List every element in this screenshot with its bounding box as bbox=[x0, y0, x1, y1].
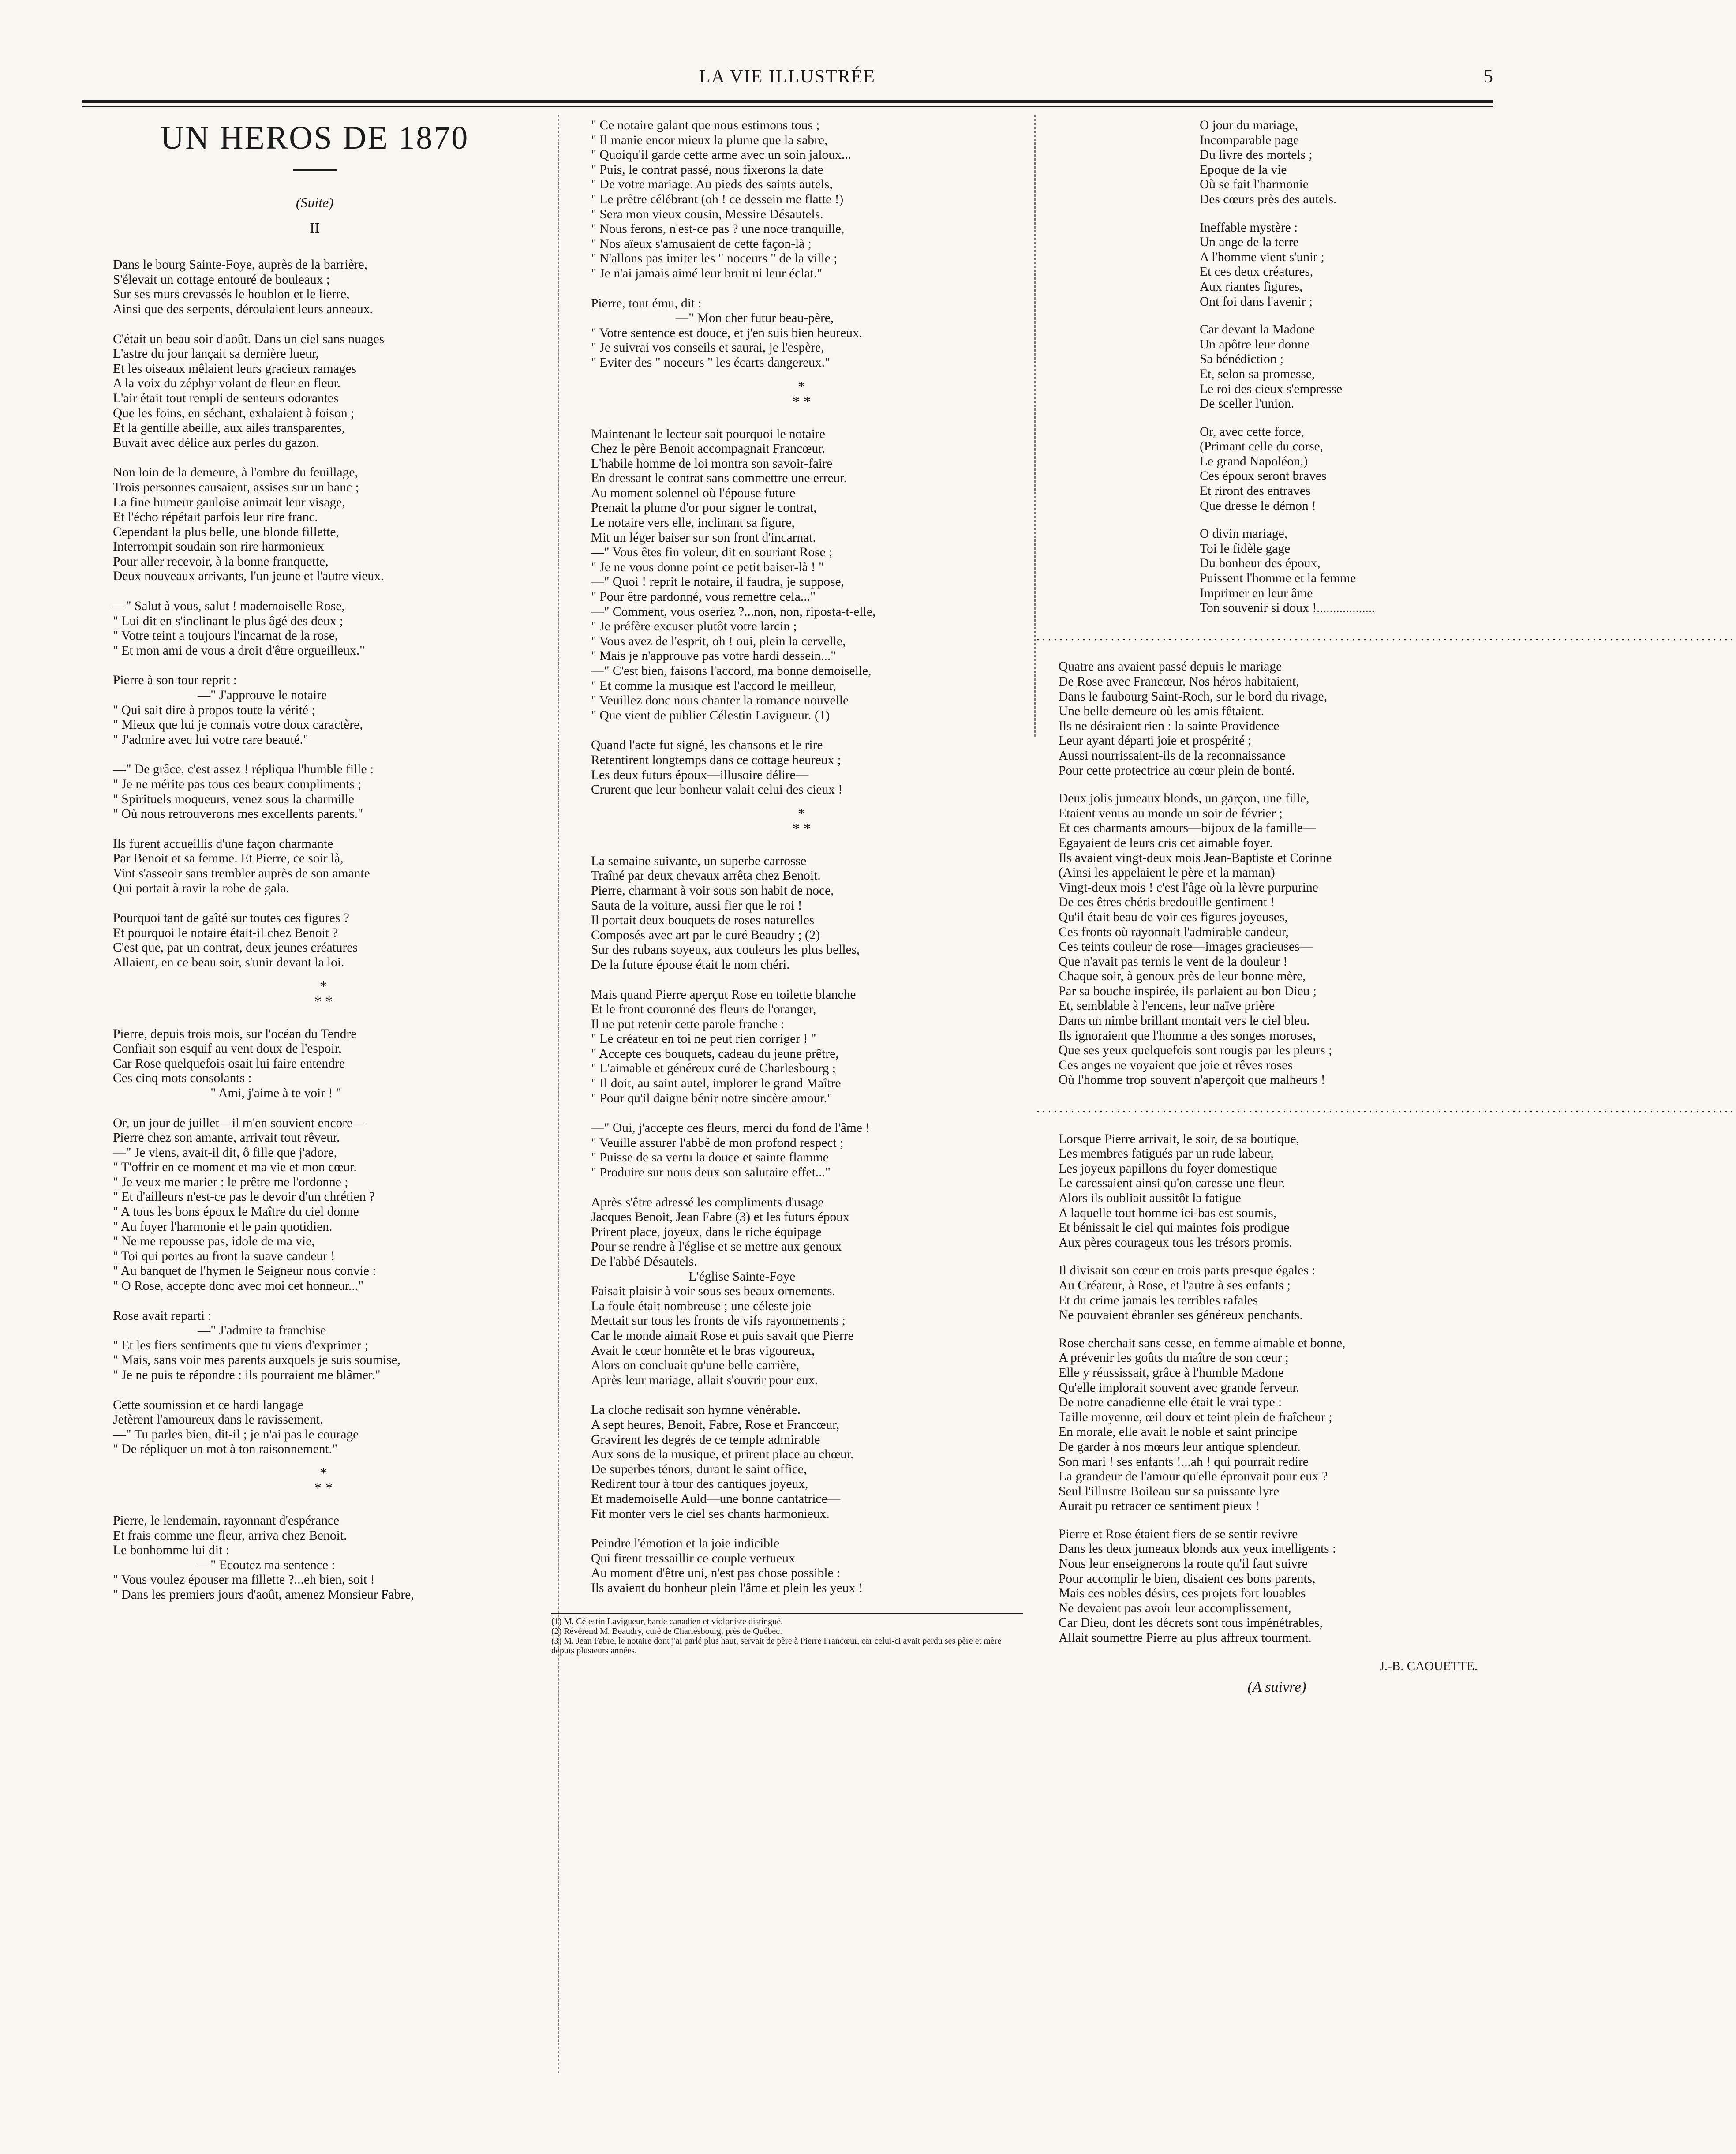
stanza: Car devant la Madone Un apôtre leur donne Sa bénédiction ; Et, selon sa promesse, Le roi des cieux s'empresse De sceller l'union. bbox=[1200, 322, 1343, 411]
stanza: Or, un jour de juillet—il m'en souvient encore— Pierre chez son amante, arrivait tout rêveur. —" Je viens, avait-il dit, ô fille que j'adore, " T'offrir en ce moment et ma vie et mon cœur. " Je veux me marier : le prêtre me l'ordonne ; " Et d'ailleurs n'est-ce pas le devoir d'un chrétien ? " A tous les bons époux le Maître du ciel donne " Au foyer l'harmonie et le pain quotidien. " Ne me repousse pas, idole de ma vie, " Toi qui portes au front la suave candeur ! " Au banquet de l'hymen le Seigneur nous convie : " O Rose, accepte donc avec moi cet honneur..." bbox=[113, 1116, 376, 1293]
stanza: Or, avec cette force, (Primant celle du corse, Le grand Napoléon,) Ces époux seront braves Et riront des entraves Que dresse le démon ! bbox=[1200, 424, 1327, 513]
stanza: Pierre, le lendemain, rayonnant d'espérance Et frais comme une fleur, arriva chez Benoit. Le bonhomme lui dit : —" Ecoutez ma sentence : " Vous voulez épouser ma fillette ?...eh bien, soit ! " Dans les premiers jours d'août, amenez Monsieur Fabre, bbox=[113, 1513, 414, 1602]
stanza: —" De grâce, c'est assez ! répliqua l'humble fille : " Je ne mérite pas tous ces beaux compliments ; " Spirituels moqueurs, venez sous la charmille " Où nous retrouverons mes excellents parents." bbox=[113, 762, 374, 821]
footnote: (2) Révérend M. Beaudry, curé de Charlesbourg, près de Québec. bbox=[551, 1626, 782, 1637]
header-rule-thick bbox=[82, 100, 1493, 103]
section-number: II bbox=[310, 220, 320, 236]
page-number: 5 bbox=[1484, 67, 1493, 87]
stanza: Peindre l'émotion et la joie indicible Qui firent tressaillir ce couple vertueux Au moment d'être uni, n'est pas chose possible : Ils avaient du bonheur plein l'âme et plein les yeux ! bbox=[591, 1536, 863, 1595]
stanza: Quatre ans avaient passé depuis le mariage De Rose avec Francœur. Nos héros habitaient, Dans le faubourg Saint-Roch, sur le bord du rivage, Une belle demeure où les amis fêtaient. Ils ne désiraient rien : la sainte Providence Leur ayant départi joie et prospérité ; Aussi nourrissaient-ils de la reconnaissance Pour cette protectrice au cœur plein de bonté. bbox=[1059, 659, 1327, 778]
header-rule-thin bbox=[82, 106, 1493, 107]
stanza: " Ce notaire galant que nous estimons tous ; " Il manie encor mieux la plume que la sabre, " Quoiqu'il garde cette arme avec un soin jaloux... " Puis, le contrat passé, nous fixerons la date " De votre mariage. Au pieds des saints autels, " Le prêtre célébrant (oh ! ce dessein me flatte !) " Sera mon vieux cousin, Messire Désautels. " Nous ferons, n'est-ce pas ? une noce tranquille, " Nos aïeux s'amusaient de cette façon-là ; " N'allons pas imiter les " noceurs " de la ville ; " Je n'ai jamais aimé leur bruit ni leur éclat." bbox=[591, 118, 851, 281]
stanza: Ineffable mystère : Un ange de la terre A l'homme vient s'unir ; Et ces deux créatures, Aux riantes figures, Ont foi dans l'avenir ; bbox=[1200, 220, 1324, 309]
stanza: La semaine suivante, un superbe carrosse Traîné par deux chevaux arrêta chez Benoit. Pierre, charmant à voir sous son habit de noce, Sauta de la voiture, aussi fier que le roi ! Il portait deux bouquets de roses naturelles Composés avec art par le curé Beaudry ; (2) Sur des rubans soyeux, aux couleurs les plus belles, De la future épouse était le nom chéri. bbox=[591, 854, 860, 972]
to-be-continued: (A suivre) bbox=[1247, 1679, 1306, 1696]
stanza: Cette soumission et ce hardi langage Jetèrent l'amoureux dans le ravissement. —" Tu parles bien, dit-il ; je n'ai pas le courage " De répliquer un mot à ton raisonnement." bbox=[113, 1397, 359, 1457]
section-break-stars: * * * bbox=[314, 978, 333, 1010]
article-subtitle: (Suite) bbox=[296, 195, 334, 210]
column-2 bbox=[551, 118, 1012, 1656]
stanza: Non loin de la demeure, à l'ombre du feuillage, Trois personnes causaient, assises sur un banc ; La fine humeur gauloise animait leur visage, Et l'écho répétait parfois leur rire franc. Cependant la plus belle, une blonde fillette, Interrompit soudain son rire harmonieux Pour aller recevoir, à la bonne franquette, Deux nouveaux arrivants, l'un jeune et l'autre vieux. bbox=[113, 465, 384, 584]
column-separator bbox=[1034, 115, 1036, 737]
column-separator bbox=[558, 115, 559, 2073]
page-header bbox=[82, 66, 1493, 93]
stanza: La cloche redisait son hymne vénérable. A sept heures, Benoit, Fabre, Rose et Francœur, Gravirent les degrés de ce temple admirable Aux sons de la musique, et prirent place au chœur. De superbes ténors, durant le saint office, Redirent tour à tour des cantiques joyeux, Et mademoiselle Auld—une bonne cantatrice— Fit monter vers le ciel ses chants harmonieux. bbox=[591, 1403, 854, 1521]
stanza: Lorsque Pierre arrivait, le soir, de sa boutique, Les membres fatigués par un rude labeur, Les joyeux papillons du foyer domestique Le caressaient ainsi qu'on caresse une fleur. Alors ils oubliait aussitôt la fatigue A laquelle tout homme ici-bas est soumis, Et bénissait le ciel qui maintes fois prodigue Aux pères courageux tous les trésors promis. bbox=[1059, 1131, 1300, 1250]
stanza: Pourquoi tant de gaîté sur toutes ces figures ? Et pourquoi le notaire était-il chez Benoit ? C'est que, par un contrat, deux jeunes créatures Allaient, en ce beau soir, s'unir devant la loi. bbox=[113, 911, 358, 970]
section-break-stars: * * * bbox=[792, 805, 811, 837]
stanza: Pierre, tout ému, dit : —" Mon cher futur beau-père, " Votre sentence est douce, et j'en suis bien heureux. " Je suivrai vos conseils et saurai, je l'espère, " Eviter des " noceurs " les écarts dangereux." bbox=[591, 296, 863, 370]
column-1 bbox=[113, 118, 534, 1603]
stanza: Quand l'acte fut signé, les chansons et le rire Retentirent longtemps dans ce cottage heureux ; Les deux futurs époux—illusoire délire— Crurent que leur bonheur valait celui des cieux ! bbox=[591, 738, 843, 797]
stanza: Mais quand Pierre aperçut Rose en toilette blanche Et le front couronné des fleurs de l'oranger, Il ne put retenir cette parole franche : " Le créateur en toi ne peut rien corriger ! " " Accepte ces bouquets, cadeau du jeune prêtre, " L'aimable et généreux curé de Charlesbourg ; " Il doit, au saint autel, implorer le grand Maître " Pour qu'il daigne bénir notre sincère amour." bbox=[591, 987, 856, 1105]
stanza: O jour du mariage, Incomparable page Du livre des mortels ; Epoque de la vie Où se fait l'harmonie Des cœurs près des autels. bbox=[1200, 118, 1337, 206]
dotted-separator: .......................................................................................................................... bbox=[1036, 629, 1736, 643]
title-rule bbox=[293, 169, 337, 171]
footnotes bbox=[551, 1613, 1023, 1656]
stanza: Rose avait reparti : —" J'admire ta franchise " Et les fiers sentiments que tu viens d'exprimer ; " Mais, sans voir mes parents auxquels je suis soumise, " Je ne puis te répondre : ils pourraient me blâmer." bbox=[113, 1308, 400, 1382]
stanza: Après s'être adressé les compliments d'usage Jacques Benoit, Jean Fabre (3) et les futurs époux Prirent place, joyeux, dans le riche équipage Pour se rendre à l'église et se mettre aux genoux De l'abbé Désautels. L'église Sainte-Foye Faisait plaisir à voir sous ses beaux ornements. La foule était nombreuse ; une céleste joie Mettait sur tous les fronts de vifs rayonnements ; Car le monde aimait Rose et puis savait que Pierre Avait le cœur honnête et le bras vigoureux, Alors on concluait qu'une belle carrière, Après leur mariage, allait s'ouvrir pour eux. bbox=[591, 1195, 854, 1387]
article-title: UN HEROS DE 1870 bbox=[160, 120, 469, 156]
stanza: Ils furent accueillis d'une façon charmante Par Benoit et sa femme. Et Pierre, ce soir là, Vint s'asseoir sans trembler auprès de son amante Qui portait à ravir la robe de gala. bbox=[113, 836, 370, 895]
publication-title: LA VIE ILLUSTRÉE bbox=[699, 67, 875, 87]
footnote: (1) M. Célestin Lavigueur, barde canadien et violoniste distingué. bbox=[551, 1617, 783, 1627]
stanza: Rose cherchait sans cesse, en femme aimable et bonne, A prévenir les goûts du maître de son cœur ; Elle y réussissait, grâce à l'humble Madone Qu'elle implorait souvent avec grande ferveur. De notre canadienne elle était le vrai type : Taille moyenne, œil doux et teint plein de fraîcheur ; En morale, elle avait le noble et saint principe De garder à nos mœurs leur antique splendeur. Son mari ! ses enfants !...ah ! qui pourrait redire La grandeur de l'amour qu'elle éprouvait pour eux ? Seul l'illustre Boileau sur sa puissante lyre Aurait pu retracer ce sentiment pieux ! bbox=[1059, 1336, 1346, 1513]
stanza: Pierre, depuis trois mois, sur l'océan du Tendre Confiait son esquif au vent doux de l'espoir, Car Rose quelquefois osait lui faire entendre Ces cinq mots consolants : " Ami, j'aime à te voir ! " bbox=[113, 1026, 357, 1100]
stanza: Maintenant le lecteur sait pourquoi le notaire Chez le père Benoit accompagnait Francœur. L'habile homme de loi montra son savoir-faire En dressant le contrat sans commettre une erreur. Au moment solennel où l'épouse future Prenait la plume d'or pour signer le contrat, Le notaire vers elle, inclinant sa figure, Mit un léger baiser sur son front d'incarnat. —" Vous êtes fin voleur, dit en souriant Rose ; " Je ne vous donne point ce petit baiser-là ! " —" Quoi ! reprit le notaire, il faudra, je suppose, " Pour être pardonné, vous remettre cela..." —" Comment, vous oseriez ?...non, non, riposta-t-elle, " Je préfère excuser plutôt votre larcin ; " Vous avez de l'esprit, oh ! oui, plein la cervelle, " Mais je n'approuve pas votre hardi dessein..." —" C'est bien, faisons l'accord, ma bonne demoiselle, " Et comme la musique est l'accord le meilleur, " Veuillez donc nous chanter la romance nouvelle " Que vient de publier Célestin Lavigueur. (1) bbox=[591, 427, 876, 723]
column-3 bbox=[1036, 118, 1736, 1696]
stanza: Pierre à son tour reprit : —" J'approuve le notaire " Qui sait dire à propos toute la vérité ; " Mieux que lui je connais votre doux caractère, " J'admire avec lui votre rare beauté." bbox=[113, 673, 363, 747]
dotted-separator: .......................................................................................................................... bbox=[1036, 1101, 1736, 1116]
section-break-stars: * * * bbox=[792, 378, 811, 410]
stanza: —" Oui, j'accepte ces fleurs, merci du fond de l'âme ! " Veuille assurer l'abbé de mon profond respect ; " Puisse de sa vertu la douce et sainte flamme " Produire sur nous deux son salutaire effet..." bbox=[591, 1121, 870, 1180]
stanza: O divin mariage, Toi le fidèle gage Du bonheur des époux, Puissent l'homme et la femme Imprimer en leur âme Ton souvenir si doux !.................. bbox=[1200, 527, 1375, 615]
stanza: —" Salut à vous, salut ! mademoiselle Rose, " Lui dit en s'inclinant le plus âgé des deux ; " Votre teint a toujours l'incarnat de la rose, " Et mon ami de vous a droit d'être orgueilleux." bbox=[113, 599, 365, 658]
section-break-stars: * * * bbox=[314, 1465, 333, 1496]
stanza: C'était un beau soir d'août. Dans un ciel sans nuages L'astre du jour lançait sa dernière lueur, Et les oiseaux mêlaient leurs gracieux ramages A la voix du zéphyr volant de fleur en fleur. L'air était tout rempli de senteurs odorantes Que les foins, en séchant, exhalaient à foison ; Et la gentille abeille, aux ailes transparentes, Buvait avec délice aux perles du gazon. bbox=[113, 332, 385, 450]
stanza: Deux jolis jumeaux blonds, un garçon, une fille, Etaient venus au monde un soir de février ; Et ces charmants amours—bijoux de la famille— Egayaient de leurs cris cet aimable foyer. Ils avaient vingt-deux mois Jean-Baptiste et Corinne (Ainsi les appelaient le père et la maman) Vingt-deux mois ! c'est l'âge où la lèvre purpurine De ces êtres chéris bredouille gentiment ! Qu'il était beau de voir ces figures joyeuses, Ces fronts où rayonnait l'admirable candeur, Ces teints couleur de rose—images gracieuses— Que n'avait pas ternis le vent de la douleur ! Chaque soir, à genoux près de leur bonne mère, Par sa bouche inspirée, ils parlaient au bon Dieu ; Et, semblable à l'encens, leur naïve prière Dans un nimbe brillant montait vers le ciel bleu. Ils ignoraient que l'homme a des songes moroses, Que ses yeux quelquefois sont rougis par les pleurs ; Ces anges ne voyaient que joie et rêves roses Où l'homme trop souvent n'aperçoit que malheurs ! bbox=[1059, 791, 1332, 1087]
author-signature: J.-B. CAOUETTE. bbox=[1379, 1659, 1478, 1673]
stanza: Pierre et Rose étaient fiers de se sentir revivre Dans les deux jumeaux blonds aux yeux intelligents : Nous leur enseignerons la route qu'il faut suivre Pour accomplir le bien, disaient ces bons parents, Mais ces nobles désirs, ces projets fort louables Ne devaient pas avoir leur accomplissement, Car Dieu, dont les décrets sont tous impénétrables, Allait soumettre Pierre au plus affreux tourment. bbox=[1059, 1527, 1336, 1645]
stanza: Dans le bourg Sainte-Foye, auprès de la barrière, S'élevait un cottage entouré de bouleaux ; Sur ses murs crevassés le houblon et le lierre, Ainsi que des serpents, déroulaient leurs anneaux. bbox=[113, 258, 373, 316]
stanza: Il divisait son cœur en trois parts presque égales : Au Créateur, à Rose, et l'autre à ses enfants ; Et du crime jamais les terribles rafales Ne pouvaient ébranler ses généreux penchants. bbox=[1059, 1263, 1316, 1322]
footnote: (3) M. Jean Fabre, le notaire dont j'ai parlé plus haut, servait de père à Pierre Francœur, car celui-ci avait perdu ses père et mère depuis plusieurs années. bbox=[551, 1636, 1004, 1656]
